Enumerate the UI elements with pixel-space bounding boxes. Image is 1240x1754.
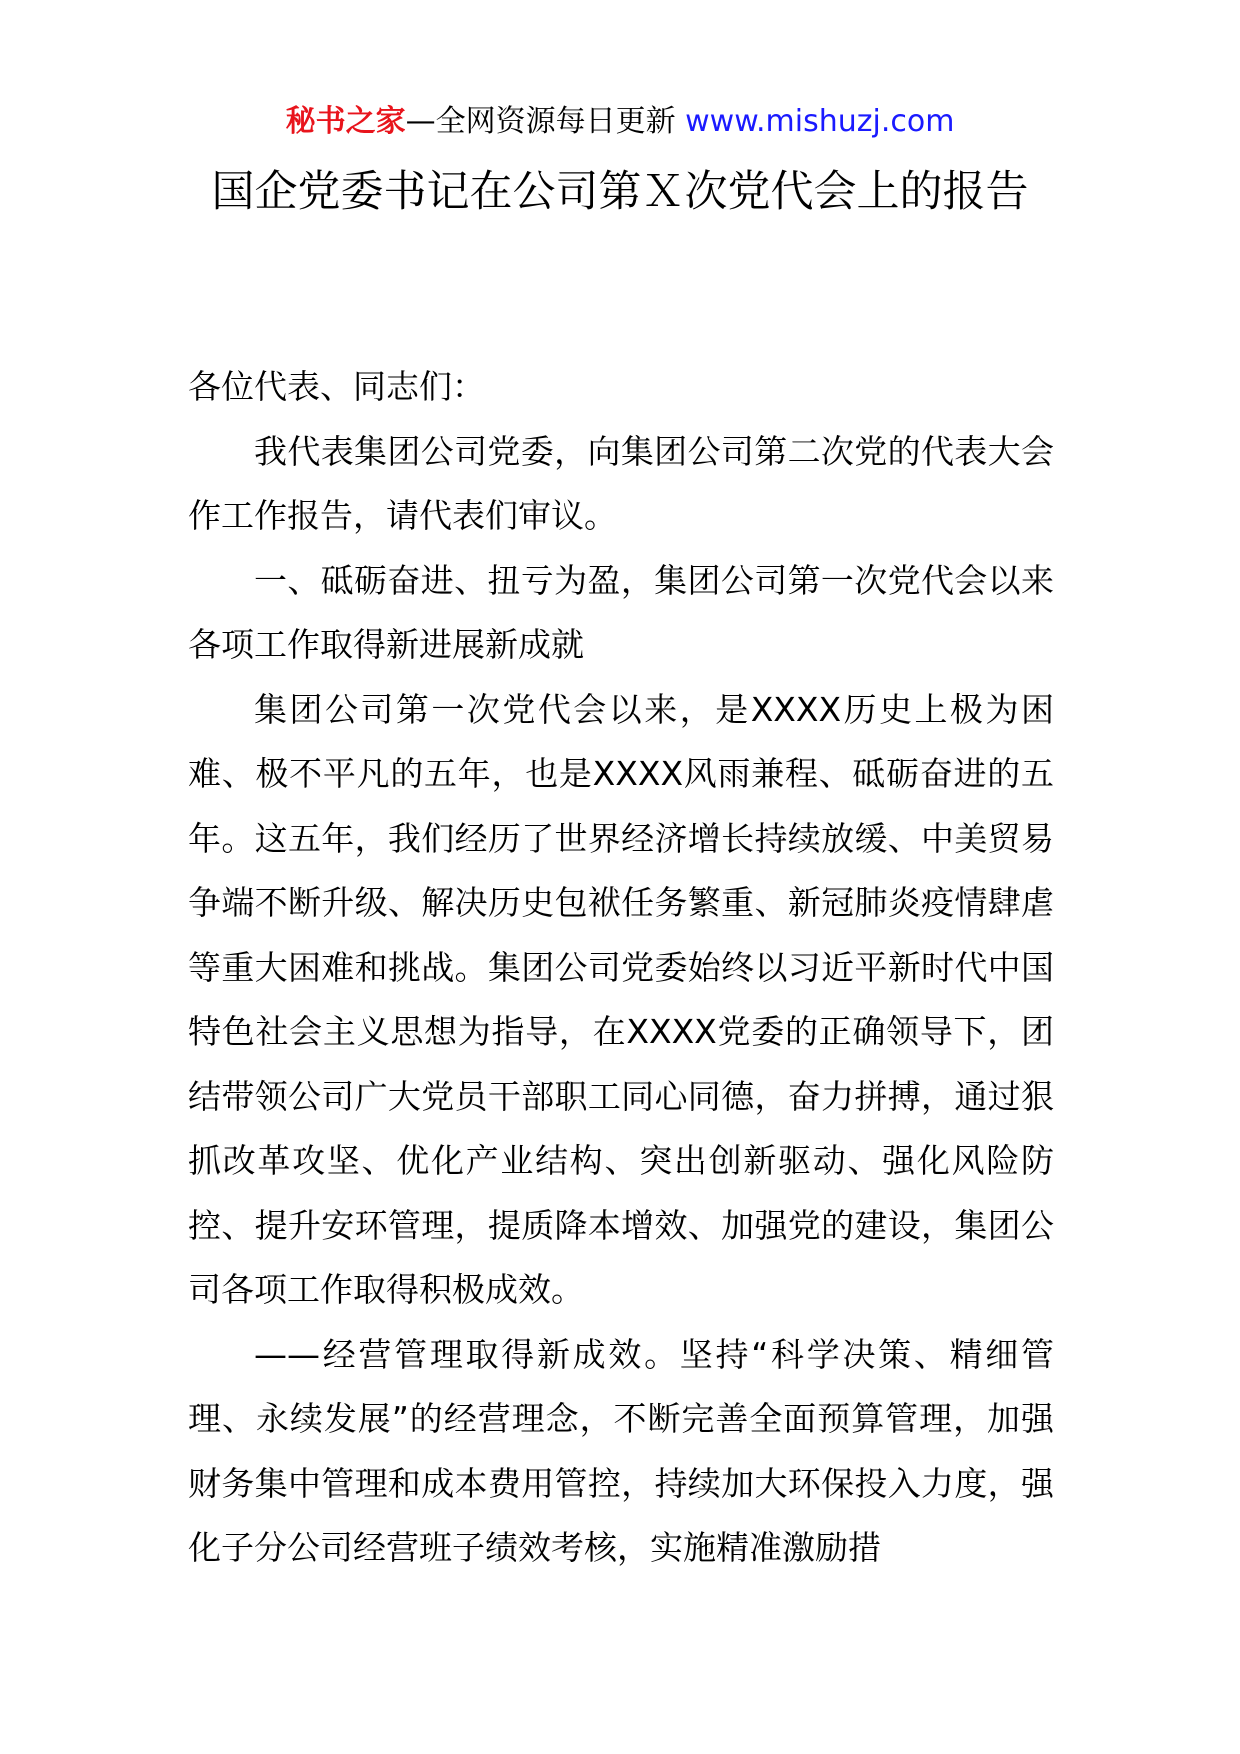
paragraph-management: ——经营管理取得新成效。坚持“科学决策、精细管理、永续发展”的经营理念，不断完善全面预算管理，加强财务集中管理和成本费用管控，持续加大环保投入力度，强化子分公司经营班子绩效考核，实施精准激励措 [188,1334,1054,1567]
salutation: 各位代表、同志们： [188,367,485,406]
section-heading: 一、砥砺奋进、扭亏为盈，集团公司第一次党代会以来各项工作取得新进展新成就 [188,560,1054,664]
paragraph-review: 集团公司第一次党代会以来，是XXXX历史上极为困难、极不平凡的五年，也是XXXX风雨兼程、砥砺奋进的五年。这五年，我们经历了世界经济增长持续放缓、中美贸易争端不断升级、解决历史包袱任务繁重、新冠肺炎疫情肆虐等重大困难和挑战。集团公司党委始终以习近平新时代中国特色社会主义思想为指导，在XXXX党委的正确领导下，团结带领公司广大党员干部职工同心同德，奋力拼搏，通过狠抓改革攻坚、优化产业结构、突出创新驱动、强化风险防控、提升安环管理，提质降本增效、加强党的建设，集团公司各项工作取得积极成效。 [188,689,1054,1309]
header-slogan: —全网资源每日更新 [405,104,686,139]
site-url-link[interactable]: www.mishuzj.com [685,104,955,139]
document-body [188,355,1054,1581]
document-title: 国企党委书记在公司第Ｘ次党代会上的报告 [211,167,1029,217]
site-header [0,100,1240,144]
brand-name: 秘书之家 [285,104,406,139]
paragraph-intro: 我代表集团公司党委，向集团公司第二次党的代表大会作工作报告，请代表们审议。 [188,431,1054,535]
